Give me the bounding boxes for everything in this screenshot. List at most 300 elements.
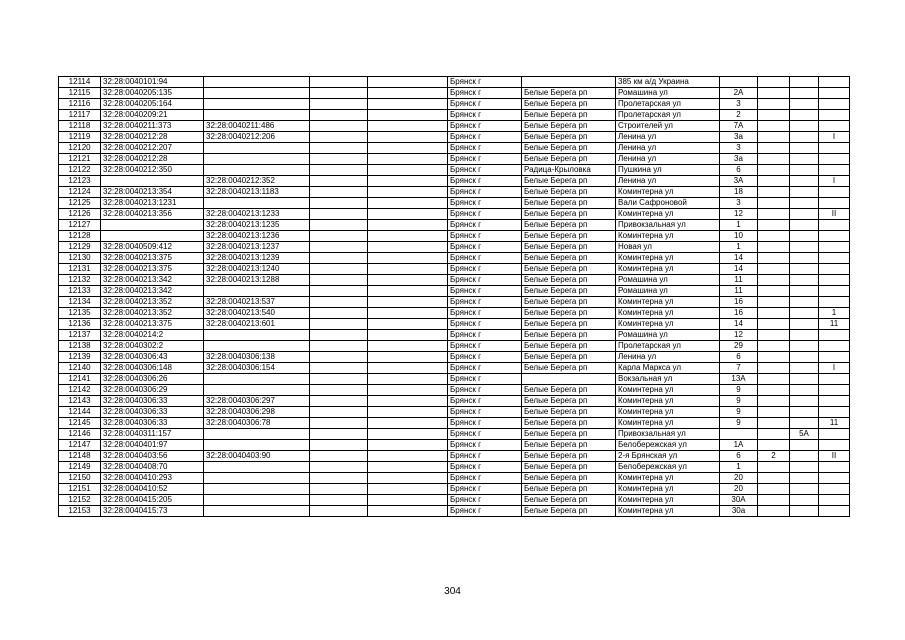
cell-street: Коминтерна ул — [616, 308, 720, 319]
cell-row-number: 12122 — [59, 165, 101, 176]
cell-street: Белобережская ул — [616, 440, 720, 451]
cell-settlement — [522, 77, 616, 88]
cell-empty-col-1 — [310, 418, 368, 429]
cell-empty-col-1 — [310, 429, 368, 440]
cell-category — [819, 99, 850, 110]
cell-corpus — [790, 286, 819, 297]
cell-street: Коминтерна ул — [616, 253, 720, 264]
cell-building — [758, 495, 790, 506]
cell-settlement: Белые Берега рп — [522, 253, 616, 264]
cell-city: Брянск г — [448, 374, 522, 385]
cell-empty-col-2 — [368, 143, 448, 154]
cell-house-number: 1А — [720, 440, 758, 451]
cell-street: Привокзальная ул — [616, 429, 720, 440]
cell-row-number: 12125 — [59, 198, 101, 209]
cell-cadastral-number: 32:28:0040213:375 — [101, 253, 204, 264]
cell-category — [819, 253, 850, 264]
cell-street: Пролетарская ул — [616, 341, 720, 352]
cell-house-number: 3 — [720, 198, 758, 209]
cell-row-number: 12124 — [59, 187, 101, 198]
cell-city: Брянск г — [448, 275, 522, 286]
cell-cadastral-number: 32:28:0040213:356 — [101, 209, 204, 220]
cell-cadastral-number-2 — [204, 286, 310, 297]
cell-row-number: 12120 — [59, 143, 101, 154]
cell-house-number: 9 — [720, 407, 758, 418]
cell-corpus — [790, 154, 819, 165]
table-row — [59, 99, 850, 110]
cell-corpus — [790, 330, 819, 341]
cell-cadastral-number: 32:28:0040306:148 — [101, 363, 204, 374]
cell-corpus — [790, 121, 819, 132]
cell-corpus — [790, 385, 819, 396]
cell-cadastral-number: 32:28:0040311:157 — [101, 429, 204, 440]
cell-cadastral-number: 32:28:0040101:94 — [101, 77, 204, 88]
cell-corpus — [790, 418, 819, 429]
cell-cadastral-number-2 — [204, 143, 310, 154]
cell-building — [758, 473, 790, 484]
cell-row-number: 12150 — [59, 473, 101, 484]
cell-category — [819, 352, 850, 363]
cell-empty-col-1 — [310, 473, 368, 484]
cell-cadastral-number: 32:28:0040509:412 — [101, 242, 204, 253]
table-row — [59, 407, 850, 418]
cell-row-number: 12119 — [59, 132, 101, 143]
cell-category — [819, 275, 850, 286]
cell-settlement: Белые Берега рп — [522, 286, 616, 297]
cell-corpus — [790, 99, 819, 110]
cell-category: II — [819, 209, 850, 220]
cell-settlement: Белые Берега рп — [522, 121, 616, 132]
cell-cadastral-number-2: 32:28:0040213:1239 — [204, 253, 310, 264]
cell-cadastral-number-2 — [204, 330, 310, 341]
cell-cadastral-number-2: 32:28:0040306:298 — [204, 407, 310, 418]
cell-city: Брянск г — [448, 154, 522, 165]
cell-settlement: Белые Берега рп — [522, 473, 616, 484]
cell-cadastral-number-2 — [204, 165, 310, 176]
cell-city: Брянск г — [448, 242, 522, 253]
cell-empty-col-1 — [310, 77, 368, 88]
cell-settlement: Белые Берега рп — [522, 319, 616, 330]
cell-house-number: 11 — [720, 275, 758, 286]
cell-row-number: 12121 — [59, 154, 101, 165]
cell-category: I — [819, 176, 850, 187]
cell-corpus — [790, 143, 819, 154]
cell-category — [819, 110, 850, 121]
cell-cadastral-number: 32:28:0040213:342 — [101, 286, 204, 297]
cell-settlement: Белые Берега рп — [522, 363, 616, 374]
cell-street: Ромашина ул — [616, 275, 720, 286]
cell-street: Коминтерна ул — [616, 407, 720, 418]
cell-category — [819, 396, 850, 407]
cell-empty-col-2 — [368, 385, 448, 396]
cell-corpus — [790, 165, 819, 176]
cell-cadastral-number-2 — [204, 198, 310, 209]
cell-building — [758, 231, 790, 242]
cell-street: Коминтерна ул — [616, 231, 720, 242]
cell-row-number: 12149 — [59, 462, 101, 473]
cell-empty-col-1 — [310, 154, 368, 165]
cell-cadastral-number-2 — [204, 429, 310, 440]
cell-empty-col-2 — [368, 308, 448, 319]
cell-category — [819, 473, 850, 484]
cell-cadastral-number: 32:28:0040213:375 — [101, 319, 204, 330]
cell-street: Коминтерна ул — [616, 396, 720, 407]
cell-empty-col-2 — [368, 341, 448, 352]
cell-cadastral-number-2 — [204, 374, 310, 385]
cell-house-number: 3А — [720, 176, 758, 187]
cell-house-number: 29 — [720, 341, 758, 352]
cell-building — [758, 363, 790, 374]
cell-street: Пролетарская ул — [616, 99, 720, 110]
cell-corpus — [790, 187, 819, 198]
table-row — [59, 198, 850, 209]
cell-cadastral-number-2: 32:28:0040213:1237 — [204, 242, 310, 253]
cell-street: Ромашина ул — [616, 88, 720, 99]
cell-street: Ромашина ул — [616, 286, 720, 297]
table-row — [59, 396, 850, 407]
cell-building — [758, 187, 790, 198]
cell-cadastral-number — [101, 176, 204, 187]
cell-house-number: 20 — [720, 484, 758, 495]
cell-row-number: 12140 — [59, 363, 101, 374]
cell-cadastral-number-2: 32:28:0040213:537 — [204, 297, 310, 308]
cell-cadastral-number: 32:28:0040213:354 — [101, 187, 204, 198]
cell-city: Брянск г — [448, 506, 522, 517]
cell-building — [758, 396, 790, 407]
cell-row-number: 12141 — [59, 374, 101, 385]
cell-category — [819, 341, 850, 352]
cell-city: Брянск г — [448, 319, 522, 330]
cell-corpus — [790, 132, 819, 143]
cell-empty-col-1 — [310, 121, 368, 132]
cell-empty-col-1 — [310, 407, 368, 418]
cell-cadastral-number-2: 32:28:0040213:1183 — [204, 187, 310, 198]
cell-category — [819, 330, 850, 341]
cell-category — [819, 440, 850, 451]
cell-cadastral-number: 32:28:0040415:73 — [101, 506, 204, 517]
cell-empty-col-1 — [310, 253, 368, 264]
cell-house-number: 9 — [720, 385, 758, 396]
cell-house-number: 9 — [720, 418, 758, 429]
cell-house-number: 30А — [720, 495, 758, 506]
cell-city: Брянск г — [448, 209, 522, 220]
cell-building — [758, 308, 790, 319]
cell-cadastral-number: 32:28:0040213:375 — [101, 264, 204, 275]
cell-empty-col-2 — [368, 451, 448, 462]
cell-category — [819, 198, 850, 209]
cell-building — [758, 121, 790, 132]
table-row — [59, 143, 850, 154]
cell-city: Брянск г — [448, 330, 522, 341]
table-row — [59, 264, 850, 275]
cell-city: Брянск г — [448, 165, 522, 176]
table-row — [59, 418, 850, 429]
table-row — [59, 88, 850, 99]
table-row — [59, 275, 850, 286]
cell-row-number: 12135 — [59, 308, 101, 319]
cell-settlement: Белые Берега рп — [522, 462, 616, 473]
cell-empty-col-2 — [368, 154, 448, 165]
cell-building — [758, 209, 790, 220]
cell-cadastral-number: 32:28:0040212:350 — [101, 165, 204, 176]
cell-category: 11 — [819, 418, 850, 429]
cell-empty-col-1 — [310, 385, 368, 396]
cell-street: Новая ул — [616, 242, 720, 253]
cell-building: 2 — [758, 451, 790, 462]
cell-street: Коминтерна ул — [616, 418, 720, 429]
table-row — [59, 330, 850, 341]
cell-cadastral-number-2: 32:28:0040306:78 — [204, 418, 310, 429]
cell-row-number: 12144 — [59, 407, 101, 418]
cell-empty-col-2 — [368, 330, 448, 341]
cell-house-number: 20 — [720, 473, 758, 484]
cell-row-number: 12139 — [59, 352, 101, 363]
cell-street: Ленина ул — [616, 132, 720, 143]
cell-corpus — [790, 319, 819, 330]
cell-city: Брянск г — [448, 308, 522, 319]
cell-cadastral-number — [101, 231, 204, 242]
cell-city: Брянск г — [448, 231, 522, 242]
cell-row-number: 12142 — [59, 385, 101, 396]
cell-city: Брянск г — [448, 88, 522, 99]
cell-corpus — [790, 297, 819, 308]
table-row — [59, 429, 850, 440]
cell-street: Ленина ул — [616, 352, 720, 363]
cell-category — [819, 429, 850, 440]
cell-empty-col-1 — [310, 165, 368, 176]
cell-settlement — [522, 374, 616, 385]
cell-cadastral-number: 32:28:0040212:28 — [101, 154, 204, 165]
cell-building — [758, 341, 790, 352]
cell-street: Коминтерна ул — [616, 264, 720, 275]
cell-empty-col-1 — [310, 363, 368, 374]
cell-empty-col-1 — [310, 462, 368, 473]
cell-building — [758, 484, 790, 495]
cell-city: Брянск г — [448, 440, 522, 451]
cell-building — [758, 264, 790, 275]
cell-category — [819, 506, 850, 517]
cell-city: Брянск г — [448, 77, 522, 88]
cell-empty-col-1 — [310, 187, 368, 198]
cell-settlement: Белые Берега рп — [522, 308, 616, 319]
cell-building — [758, 374, 790, 385]
cell-empty-col-2 — [368, 220, 448, 231]
cell-corpus — [790, 176, 819, 187]
cell-house-number: 3а — [720, 132, 758, 143]
cell-settlement: Белые Берега рп — [522, 176, 616, 187]
cell-city: Брянск г — [448, 264, 522, 275]
cell-settlement: Белые Берега рп — [522, 187, 616, 198]
cell-empty-col-2 — [368, 363, 448, 374]
cell-settlement: Белые Берега рп — [522, 132, 616, 143]
cell-house-number: 3а — [720, 154, 758, 165]
cell-street: Ленина ул — [616, 143, 720, 154]
cell-corpus — [790, 242, 819, 253]
cell-empty-col-1 — [310, 88, 368, 99]
cell-building — [758, 198, 790, 209]
cell-street: Коминтерна ул — [616, 319, 720, 330]
cell-empty-col-1 — [310, 495, 368, 506]
cell-cadastral-number: 32:28:0040306:33 — [101, 418, 204, 429]
cell-building — [758, 220, 790, 231]
cell-building — [758, 88, 790, 99]
cell-building — [758, 176, 790, 187]
cell-building — [758, 110, 790, 121]
cell-settlement: Белые Берега рп — [522, 88, 616, 99]
cell-house-number: 16 — [720, 308, 758, 319]
cell-settlement: Белые Берега рп — [522, 209, 616, 220]
cell-city: Брянск г — [448, 176, 522, 187]
cell-category — [819, 264, 850, 275]
cell-row-number: 12138 — [59, 341, 101, 352]
cell-settlement: Белые Берега рп — [522, 110, 616, 121]
cell-empty-col-2 — [368, 264, 448, 275]
cell-cadastral-number-2 — [204, 154, 310, 165]
cell-row-number: 12148 — [59, 451, 101, 462]
cell-city: Брянск г — [448, 451, 522, 462]
cell-street: 385 км а/д Украина — [616, 77, 720, 88]
cell-cadastral-number: 32:28:0040408:70 — [101, 462, 204, 473]
cell-cadastral-number-2: 32:28:0040213:540 — [204, 308, 310, 319]
cell-category — [819, 495, 850, 506]
cell-building — [758, 352, 790, 363]
cell-empty-col-2 — [368, 418, 448, 429]
cell-house-number: 2 — [720, 110, 758, 121]
cell-cadastral-number-2 — [204, 77, 310, 88]
cell-empty-col-1 — [310, 330, 368, 341]
cell-house-number: 30а — [720, 506, 758, 517]
cell-cadastral-number: 32:28:0040302:2 — [101, 341, 204, 352]
table-row — [59, 451, 850, 462]
cell-city: Брянск г — [448, 187, 522, 198]
cell-cadastral-number-2: 32:28:0040213:1236 — [204, 231, 310, 242]
cell-row-number: 12130 — [59, 253, 101, 264]
cell-category — [819, 88, 850, 99]
cell-cadastral-number-2 — [204, 440, 310, 451]
cell-empty-col-2 — [368, 77, 448, 88]
cell-corpus — [790, 275, 819, 286]
cell-building — [758, 154, 790, 165]
cell-house-number: 9 — [720, 396, 758, 407]
cell-city: Брянск г — [448, 418, 522, 429]
cell-street: Коминтерна ул — [616, 484, 720, 495]
cell-category — [819, 154, 850, 165]
cell-street: Привокзальная ул — [616, 220, 720, 231]
table-row — [59, 242, 850, 253]
cell-house-number: 1 — [720, 242, 758, 253]
cell-corpus — [790, 231, 819, 242]
cell-category — [819, 374, 850, 385]
cell-category — [819, 462, 850, 473]
cell-empty-col-2 — [368, 407, 448, 418]
cell-city: Брянск г — [448, 484, 522, 495]
cell-category — [819, 407, 850, 418]
cell-category: 1 — [819, 308, 850, 319]
table-row — [59, 473, 850, 484]
table-row — [59, 77, 850, 88]
cell-cadastral-number: 32:28:0040213:1231 — [101, 198, 204, 209]
cell-settlement: Белые Берега рп — [522, 99, 616, 110]
cell-empty-col-1 — [310, 99, 368, 110]
cell-city: Брянск г — [448, 352, 522, 363]
cell-street: Вали Сафроновой — [616, 198, 720, 209]
cell-category — [819, 143, 850, 154]
cell-house-number: 7А — [720, 121, 758, 132]
cell-row-number: 12129 — [59, 242, 101, 253]
cell-corpus — [790, 352, 819, 363]
cell-empty-col-2 — [368, 253, 448, 264]
cell-cadastral-number-2 — [204, 385, 310, 396]
table-row — [59, 297, 850, 308]
cell-cadastral-number: 32:28:0040213:352 — [101, 297, 204, 308]
cell-empty-col-1 — [310, 396, 368, 407]
cell-building — [758, 286, 790, 297]
cell-building — [758, 242, 790, 253]
cell-corpus — [790, 264, 819, 275]
cell-cadastral-number: 32:28:0040211:373 — [101, 121, 204, 132]
cell-corpus — [790, 363, 819, 374]
cell-cadastral-number: 32:28:0040306:33 — [101, 407, 204, 418]
cell-cadastral-number-2: 32:28:0040212:206 — [204, 132, 310, 143]
cell-row-number: 12151 — [59, 484, 101, 495]
cell-corpus — [790, 198, 819, 209]
table-row — [59, 495, 850, 506]
table-row — [59, 385, 850, 396]
cell-corpus — [790, 308, 819, 319]
table-row — [59, 132, 850, 143]
cell-cadastral-number-2: 32:28:0040213:1288 — [204, 275, 310, 286]
cell-category: I — [819, 363, 850, 374]
cell-settlement: Белые Берега рп — [522, 220, 616, 231]
cell-corpus — [790, 451, 819, 462]
cell-house-number: 10 — [720, 231, 758, 242]
cell-category — [819, 121, 850, 132]
cell-empty-col-1 — [310, 198, 368, 209]
cell-street: Коминтерна ул — [616, 297, 720, 308]
cell-corpus — [790, 396, 819, 407]
cell-cadastral-number: 32:28:0040410:293 — [101, 473, 204, 484]
cell-city: Брянск г — [448, 110, 522, 121]
table-row — [59, 440, 850, 451]
cell-settlement: Белые Берега рп — [522, 143, 616, 154]
cell-building — [758, 429, 790, 440]
cell-settlement: Белые Берега рп — [522, 341, 616, 352]
cell-house-number: 12 — [720, 330, 758, 341]
cell-cadastral-number-2 — [204, 473, 310, 484]
cell-house-number: 12 — [720, 209, 758, 220]
cell-empty-col-2 — [368, 440, 448, 451]
cell-house-number: 13А — [720, 374, 758, 385]
cell-building — [758, 77, 790, 88]
cell-row-number: 12147 — [59, 440, 101, 451]
cell-city: Брянск г — [448, 121, 522, 132]
cell-city: Брянск г — [448, 132, 522, 143]
cell-corpus — [790, 506, 819, 517]
cell-empty-col-2 — [368, 187, 448, 198]
cell-cadastral-number-2 — [204, 506, 310, 517]
cell-empty-col-2 — [368, 495, 448, 506]
table-row — [59, 341, 850, 352]
cell-empty-col-2 — [368, 176, 448, 187]
cell-cadastral-number-2 — [204, 341, 310, 352]
cell-cadastral-number: 32:28:0040212:28 — [101, 132, 204, 143]
cell-city: Брянск г — [448, 407, 522, 418]
cell-settlement: Белые Берега рп — [522, 330, 616, 341]
cell-street: Белобережская ул — [616, 462, 720, 473]
cell-empty-col-2 — [368, 473, 448, 484]
cell-empty-col-2 — [368, 132, 448, 143]
cell-building — [758, 253, 790, 264]
